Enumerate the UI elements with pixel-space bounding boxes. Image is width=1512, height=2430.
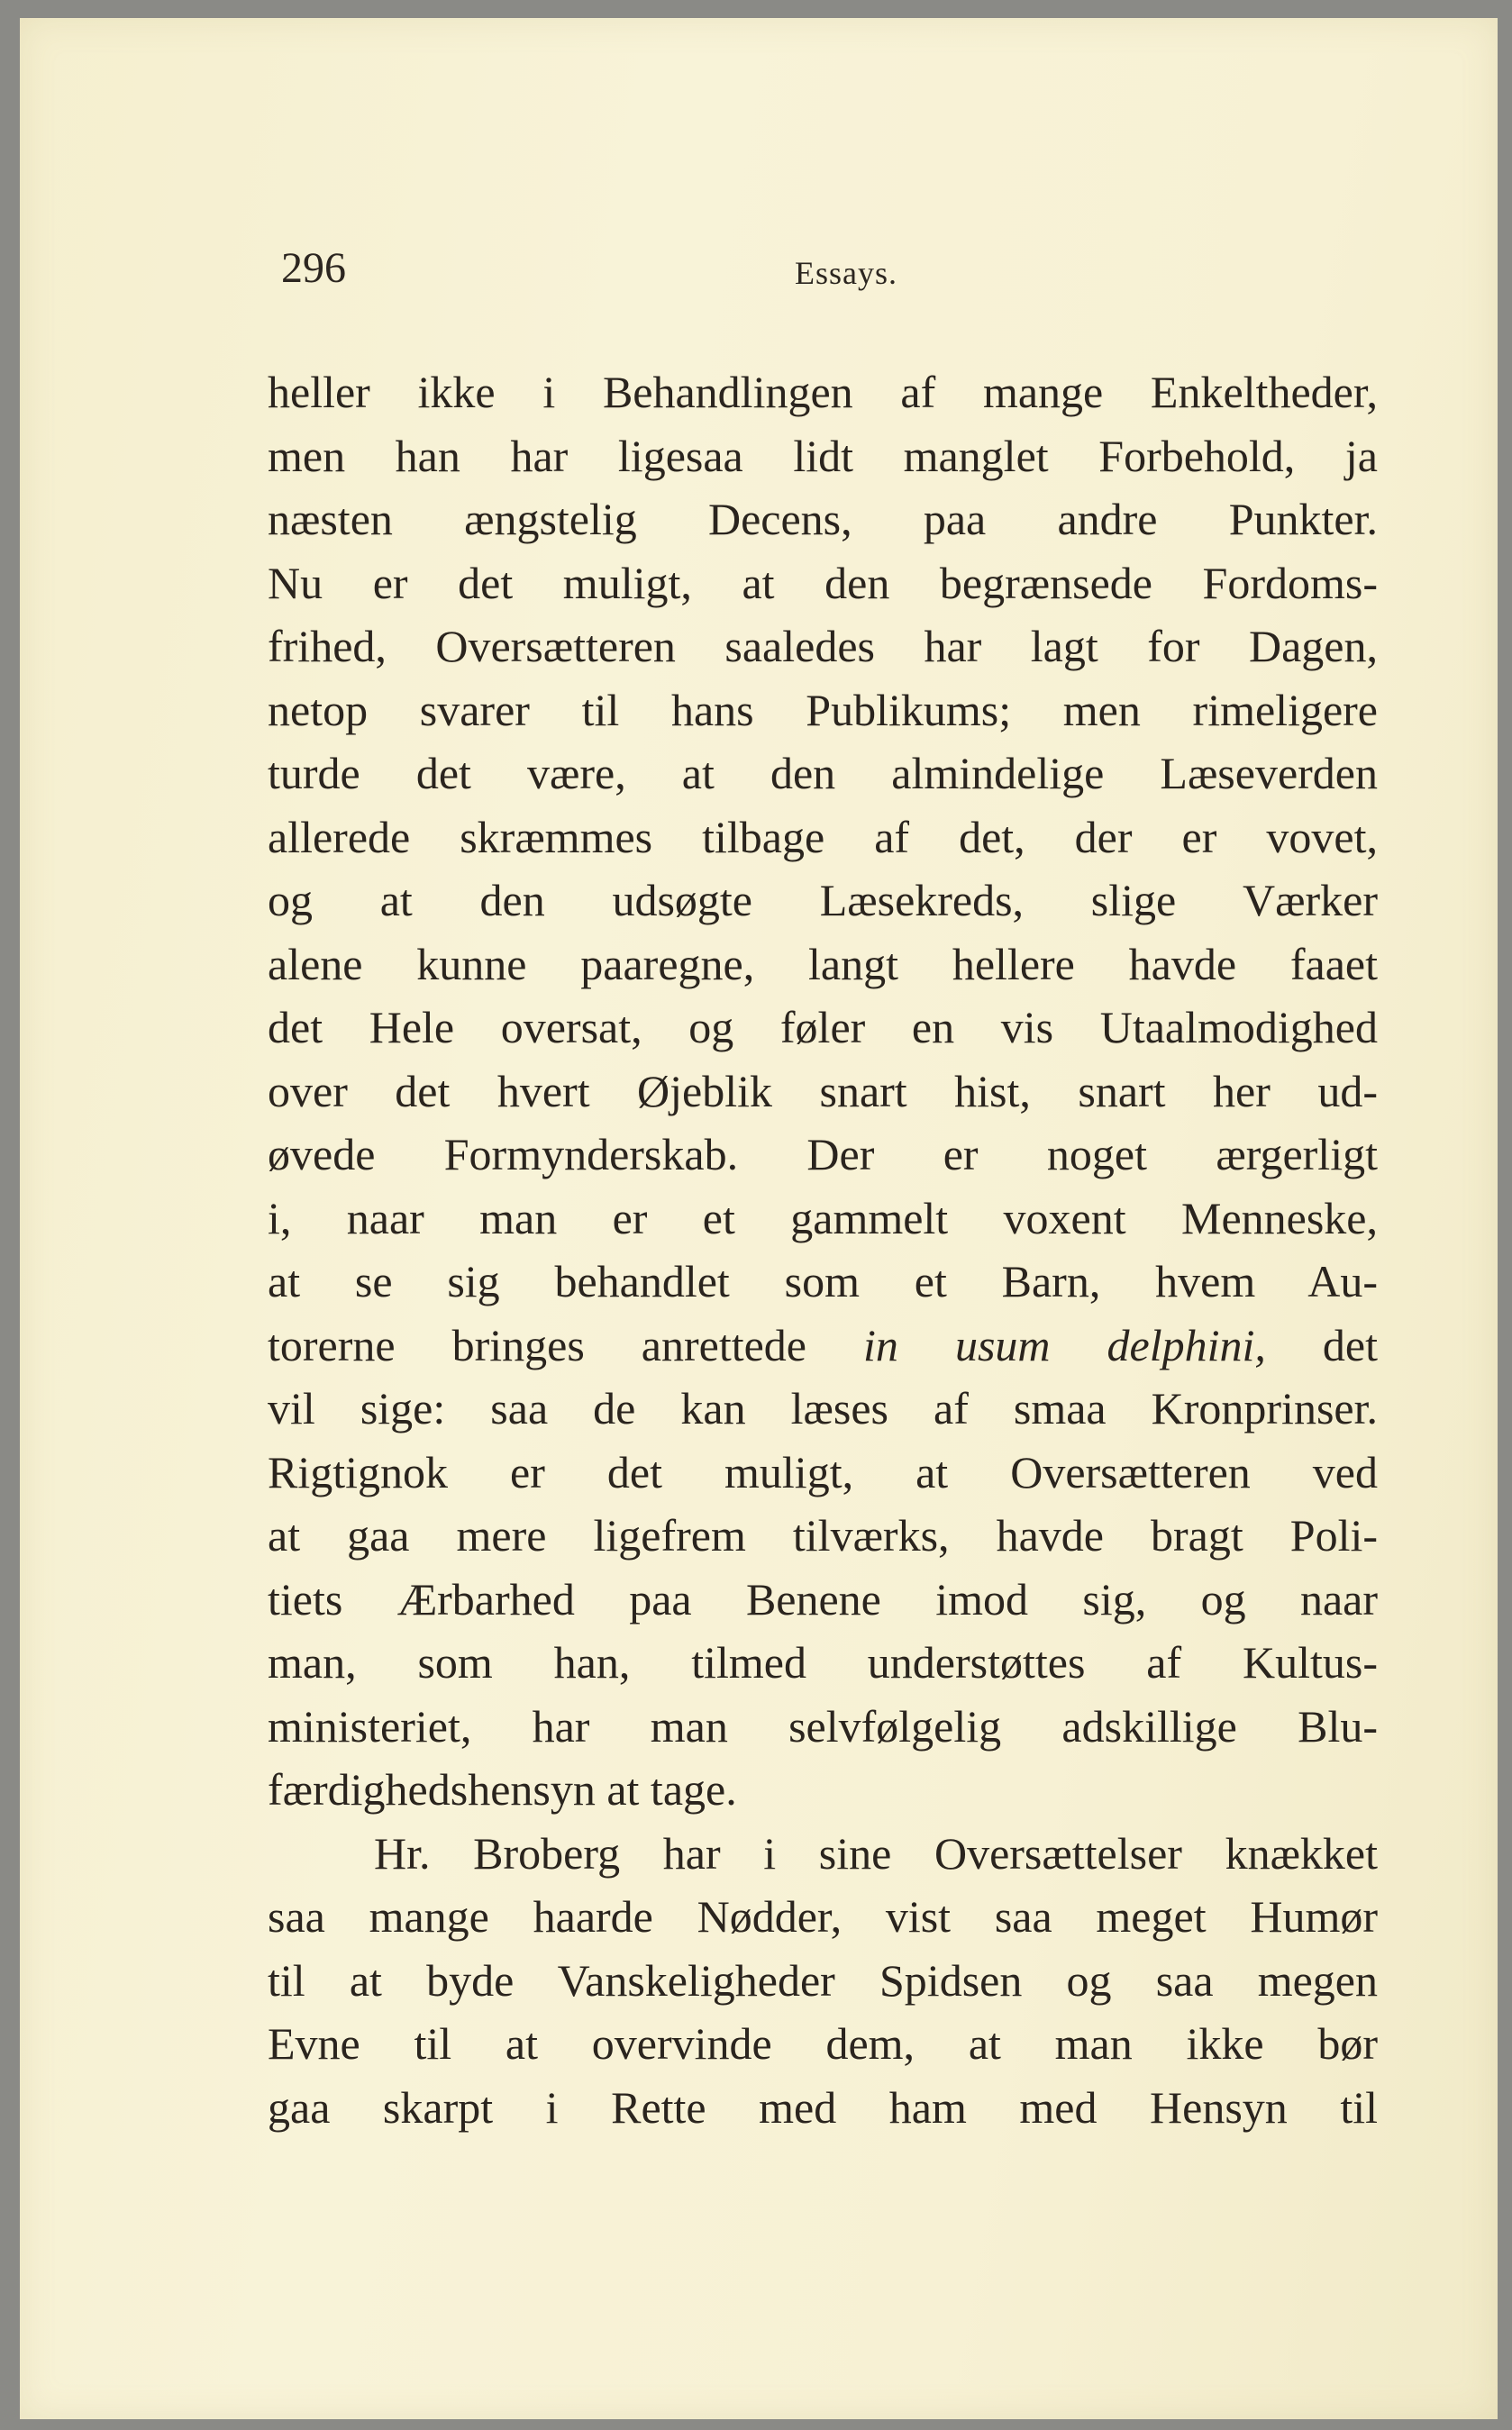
text-segment: torerne bringes anrettede bbox=[268, 1319, 807, 1370]
text-line: over det hvert Øjeblik snart hist, snart her ud- bbox=[268, 1065, 1378, 1116]
text-line: at gaa mere ligefrem tilværks, havde bragt Poli- bbox=[268, 1510, 1378, 1561]
text-line: saa mange haarde Nødder, vist saa meget Humør bbox=[268, 1891, 1378, 1942]
text-line: det Hele oversat, og føler en vis Utaalmodighed bbox=[268, 1002, 1378, 1052]
text-line: vil sige: saa de kan læses af smaa Kronprinser. bbox=[268, 1383, 1378, 1433]
text-line: heller ikke i Behandlingen af mange Enkeltheder, bbox=[268, 367, 1378, 417]
body-text bbox=[268, 360, 1378, 2139]
text-line: alene kunne paaregne, langt hellere havde faaet bbox=[268, 938, 1378, 989]
text-line: tiets Ærbarhed paa Benene imod sig, og naar bbox=[268, 1573, 1378, 1625]
text-line: Nu er det muligt, at den begrænsede Fordoms- bbox=[268, 557, 1378, 608]
text-line: netop svarer til hans Publikums; men rimeligere bbox=[268, 684, 1378, 735]
text-line: og at den udsøgte Læsekreds, slige Værker bbox=[268, 875, 1378, 925]
text-line: man, som han, tilmed understøttes af Kultus- bbox=[268, 1637, 1378, 1688]
text-line: frihed, Oversætteren saaledes har lagt for Dagen, bbox=[268, 621, 1378, 671]
text-line: turde det være, at den almindelige Læseverden bbox=[268, 748, 1378, 798]
text-line: Rigtignok er det muligt, at Oversætteren ved bbox=[268, 1446, 1378, 1497]
running-head: Essays. bbox=[795, 255, 897, 291]
text-line: til at byde Vanskeligheder Spidsen og saa megen bbox=[268, 1954, 1378, 2006]
page-header bbox=[263, 243, 1227, 297]
text-line: øvede Formynderskab. Der er noget ærgerligt bbox=[268, 1129, 1378, 1179]
text-line: i, naar man er et gammelt voxent Menneske, bbox=[268, 1192, 1378, 1243]
text-line: Evne til at overvinde dem, at man ikke bør bbox=[268, 2018, 1378, 2069]
text-line: allerede skræmmes tilbage af det, der er vovet, bbox=[268, 811, 1378, 862]
italic-phrase: in usum delphini, bbox=[863, 1319, 1266, 1370]
text-line: gaa skarpt i Rette med ham med Hensyn til bbox=[268, 2081, 1378, 2133]
text-line: men han har ligesaa lidt manglet Forbehold, ja bbox=[268, 430, 1378, 481]
text-line: færdighedshensyn at tage. bbox=[268, 1764, 737, 1815]
book-page bbox=[20, 18, 1498, 2419]
paragraph-first-line: Hr. Broberg har i sine Oversættelser knækket bbox=[374, 1827, 1378, 1879]
text-segment: det bbox=[1322, 1319, 1378, 1370]
text-line: næsten ængstelig Decens, paa andre Punkter. bbox=[268, 494, 1378, 544]
text-line: ministeriet, har man selvfølgelig adskillige Blu- bbox=[268, 1700, 1378, 1752]
text-line-with-italic bbox=[268, 1314, 1378, 1378]
text-line: at se sig behandlet som et Barn, hvem Au- bbox=[268, 1256, 1378, 1306]
page-number: 296 bbox=[281, 244, 346, 292]
